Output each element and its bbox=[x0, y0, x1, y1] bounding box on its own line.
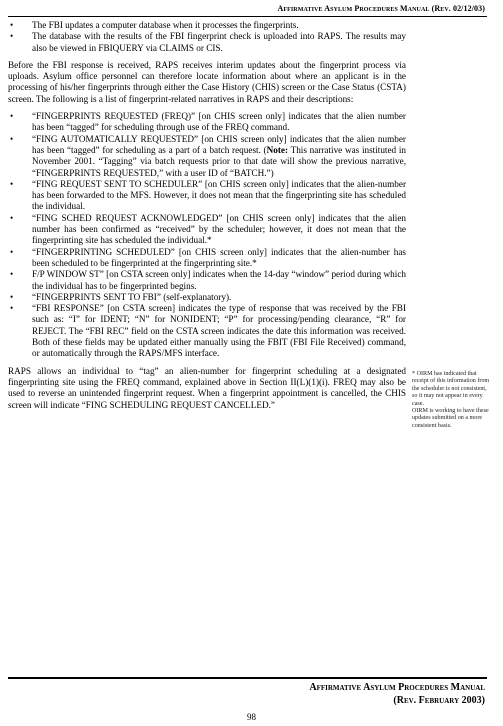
intro-paragraph: Before the FBI response is received, RAPS receives interim updates about the fingerprint process via uploads. Asylum office personnel can therefore locate information about where an applicant is in the processing of his/her fingerprints through either the Case History (CHIS) screen or the Case Status (CSTA) screen. The following is a list of fingerprint-related narratives in RAPS and their descriptions: bbox=[8, 59, 406, 104]
list-item-text: “FINGERPRINTS REQUESTED (FREQ)” [on CHIS screen only] indicates that the alien number has been “tagged” for scheduling through use of the FREQ command. bbox=[32, 111, 406, 133]
list-item bbox=[8, 269, 406, 292]
list-item-text: “FINGERPRINTS SENT TO FBI” (self-explanatory). bbox=[32, 291, 232, 302]
footer-divider bbox=[8, 677, 487, 679]
list-item bbox=[8, 111, 406, 134]
list-item bbox=[8, 20, 406, 31]
margin-note bbox=[412, 371, 492, 430]
header-divider bbox=[8, 16, 487, 17]
list-item-text: F/P WINDOW ST” [on CSTA screen only] indicates when the 14-day “window” period during which the individual has to be fingerprinted begins. bbox=[32, 269, 406, 291]
footer-title-line: Affirmative Asylum Procedures Manual bbox=[309, 682, 485, 693]
list-item-text: “FING REQUEST SENT TO SCHEDULER” [on CHIS screen only] indicates that the alien-number has been forwarded to the MFS. However, it does not mean that the fingerprinting site has scheduled the individual. bbox=[32, 178, 406, 212]
footer-title-line: (Rev. February 2003) bbox=[393, 694, 485, 706]
list-item bbox=[8, 179, 406, 213]
bullet-icon: • bbox=[10, 212, 14, 223]
list-item bbox=[8, 134, 406, 179]
list-item-text: “FBI RESPONSE” [on CSTA screen] indicates the type of response that was received by the FBI such as: “I” for IDENT; “N” for NONIDENT; “P” for processing/pending clearance, “R” for REJECT. The “FBI REC” field on the CSTA screen indicates the date this information was received. Both of these fields may be updated either manually using the FBIT (FBI File Received) command, or automatically through the RAPS/MFS interface. bbox=[32, 303, 406, 359]
list-item-text: The database with the results of the FBI fingerprint check is uploaded into RAPS. The results may also be viewed in FBIQUERY via CLAIMS or CIS. bbox=[32, 31, 406, 53]
list-item bbox=[8, 303, 406, 359]
main-body bbox=[8, 20, 406, 417]
bullet-icon: • bbox=[10, 111, 14, 122]
bullet-icon: • bbox=[10, 133, 14, 144]
list-item-text: “FINGERPRINTING SCHEDULED” [on CHIS screen only] indicates that the alien-number has been scheduled to be fingerprinted at the fingerprinting site.* bbox=[32, 246, 406, 268]
page-number: 98 bbox=[247, 712, 256, 722]
bullet-icon: • bbox=[10, 291, 14, 302]
bullet-icon: • bbox=[10, 303, 14, 314]
list-item-text: “FING AUTOMATICALLY REQUESTED” [on CHIS screen only] indicates that the alien number has been “tagged” for scheduling as a part of a batch request. ( bbox=[32, 133, 406, 155]
bullet-icon: • bbox=[10, 269, 14, 280]
running-header: Affirmative Asylum Procedures Manual (Rev. 02/12/03) bbox=[277, 4, 485, 13]
note-label: Note: bbox=[266, 144, 289, 155]
bullet-icon: • bbox=[10, 246, 14, 257]
bullet-icon: • bbox=[10, 31, 14, 42]
narrative-list bbox=[8, 111, 406, 360]
list-item-text-cont: This narrative was instituted in November 2001. “Tagging” via batch requests prior to that date will show the previous narrative, “FINGERPRINTS REQUESTED,” with a user ID of “BATCH.”) bbox=[32, 144, 406, 178]
margin-note-text: OIRM is working to have these updates submitted on a more consistent basis. bbox=[412, 408, 489, 429]
bullet-icon: • bbox=[10, 178, 14, 189]
list-item bbox=[8, 247, 406, 270]
top-bullet-list bbox=[8, 20, 406, 54]
list-item bbox=[8, 213, 406, 247]
list-item-text: The FBI updates a computer database when it processes the fingerprints. bbox=[32, 20, 299, 30]
list-item bbox=[8, 31, 406, 54]
bullet-icon: • bbox=[10, 20, 14, 30]
list-item bbox=[8, 292, 406, 303]
list-item-text: “FING SCHED REQUEST ACKNOWLEDGED” [on CHIS screen only] indicates that the alien number has been confirmed as “received” by the scheduler; however, it does not mean that the fingerprinting site has scheduled the individual.* bbox=[32, 212, 406, 246]
margin-note-text: * OIRM has indicated that receipt of this information from the scheduler is not consistent, so it may not appear in every case. bbox=[412, 371, 490, 407]
closing-paragraph: RAPS allows an individual to “tag” an alien-number for fingerprint scheduling at a designated fingerprinting site using the FREQ command, explained above in Section II(L)(1)(i). FREQ may also be used to reverse an unintended fingerprint request. When a fingerprint appointment is cancelled, the CHIS screen will indicate “FING SCHEDULING REQUEST CANCELLED.” bbox=[8, 365, 406, 410]
footer-title bbox=[309, 682, 485, 707]
